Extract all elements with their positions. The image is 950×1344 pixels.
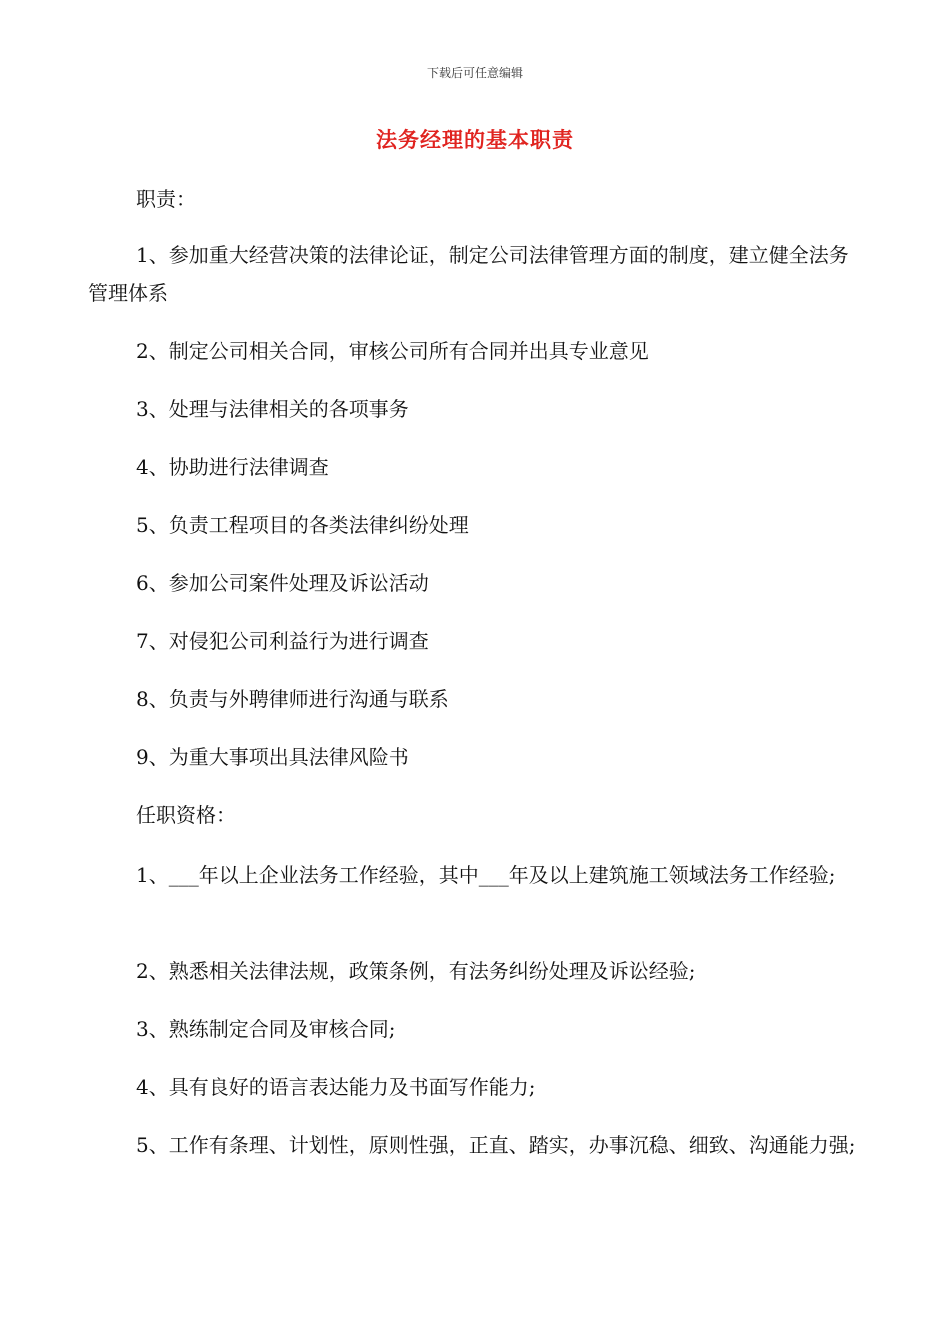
duty-item-9: 9、为重大事项出具法律风险书: [136, 745, 409, 769]
duty-item-2: 2、制定公司相关合同，审核公司所有合同并出具专业意见: [136, 339, 649, 363]
document-title: 法务经理的基本职责: [376, 127, 574, 152]
qualification-item-5: 5、工作有条理、计划性，原则性强，正直、踏实，办事沉稳、细致、沟通能力强;: [136, 1133, 856, 1157]
qualification-item-4: 4、具有良好的语言表达能力及书面写作能力;: [136, 1075, 536, 1099]
duty-item-3: 3、处理与法律相关的各项事务: [136, 397, 409, 421]
qualification-item-1: 1、___年以上企业法务工作经验，其中___年及以上建筑施工领域法务工作经验;: [136, 863, 836, 887]
duties-heading: 职责：: [136, 187, 196, 211]
duty-item-5: 5、负责工程项目的各类法律纠纷处理: [136, 513, 469, 537]
qualifications-heading: 任职资格：: [136, 803, 236, 827]
duty-item-6: 6、参加公司案件处理及诉讼活动: [136, 571, 429, 595]
duty-item-7: 7、对侵犯公司利益行为进行调查: [136, 629, 429, 653]
qualification-item-2: 2、熟悉相关法律法规，政策条例，有法务纠纷处理及诉讼经验;: [136, 959, 696, 983]
duty-item-1: 1、参加重大经营决策的法律论证，制定公司法律管理方面的制度，建立健全法务管理体系: [88, 243, 849, 305]
header-note: 下载后可任意编辑: [426, 66, 523, 80]
duty-item-4: 4、协助进行法律调查: [136, 455, 329, 479]
qualification-item-3: 3、熟练制定合同及审核合同;: [136, 1017, 396, 1041]
duty-item-8: 8、负责与外聘律师进行沟通与联系: [136, 687, 449, 711]
